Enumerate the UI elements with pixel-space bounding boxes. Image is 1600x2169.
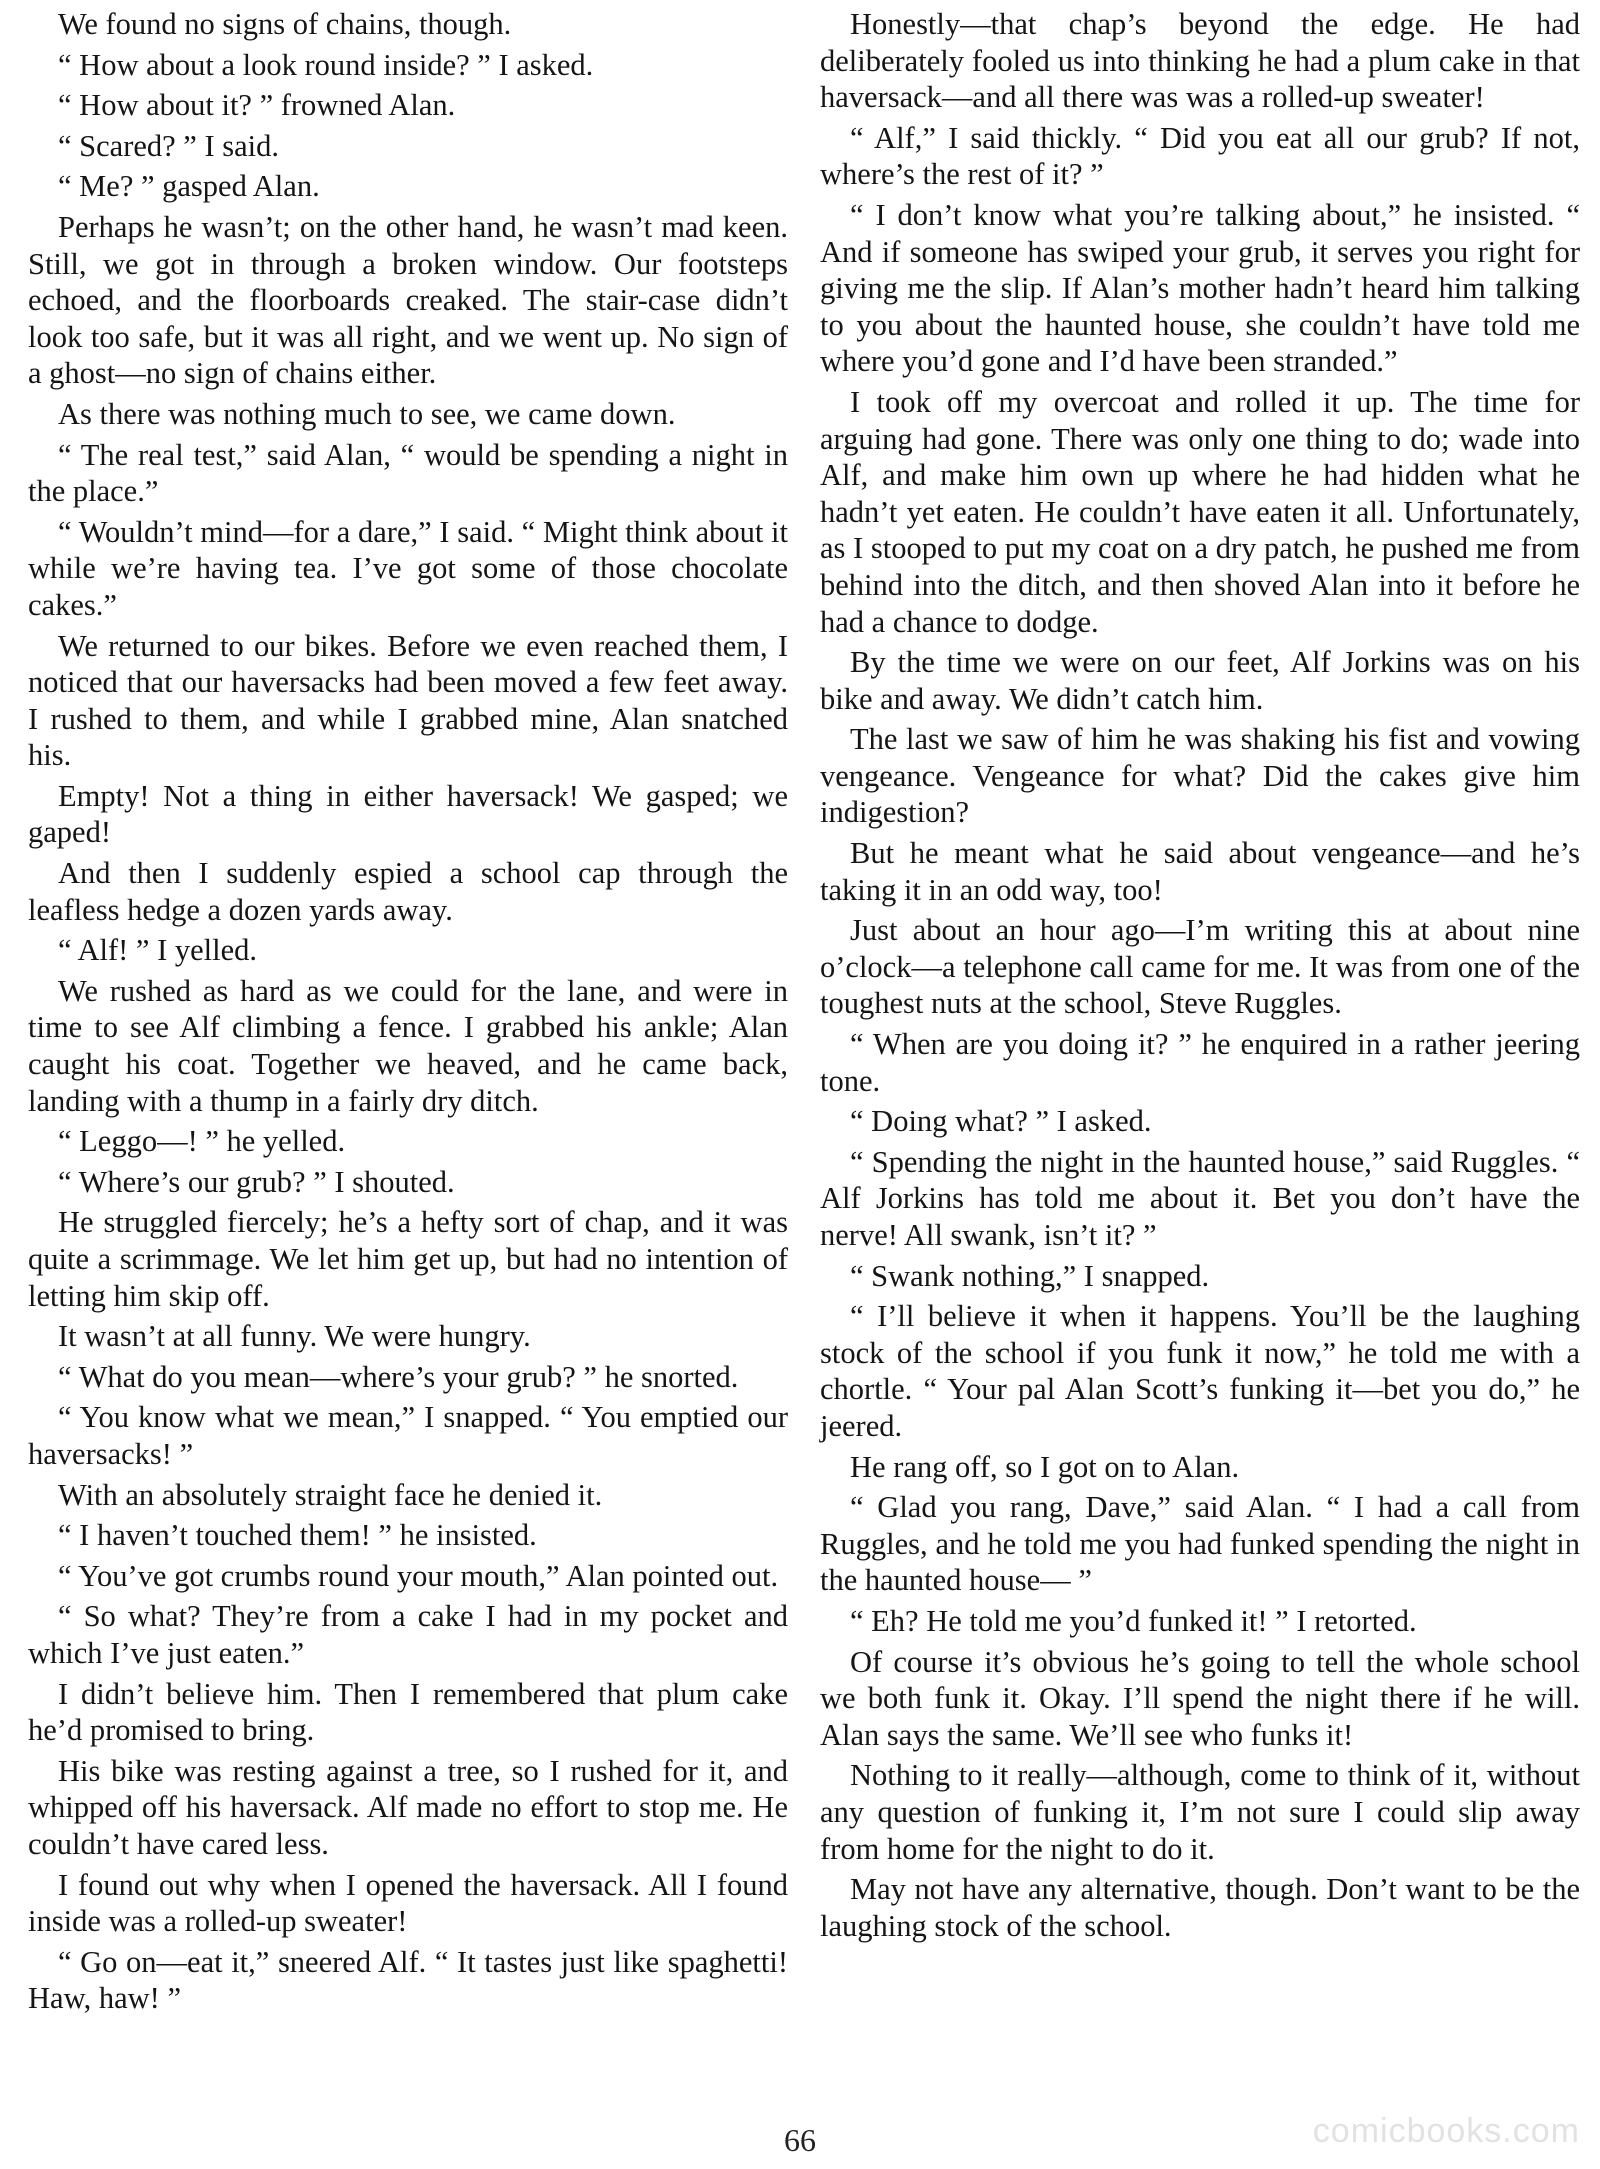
paragraph: “ Leggo—! ” he yelled.: [58, 1124, 346, 1159]
paragraph: “ So what? They’re from a cake I had in my pocket and which I’ve just eaten.”: [28, 1599, 788, 1670]
paragraph: “ When are you doing it? ” he enquired in a rather jeering tone.: [820, 1027, 1580, 1098]
paragraph: “ Wouldn’t mind—for a dare,” I said. “ Might think about it while we’re having tea. I’ve got some of those chocolate cakes.”: [28, 514, 788, 622]
paragraph: And then I suddenly espied a school cap through the leafless hedge a dozen yards away.: [28, 856, 788, 927]
paragraph: I took off my overcoat and rolled it up. The time for arguing had gone. There was only one thing to do; wade into Alf, and make him own up where he had hidden what he hadn’t yet eaten. He couldn’t have eaten it all. Unfortunately, as I stooped to put my coat on a dry patch, he pushed me from behind into the ditch, and then shoved Alan into it before he had a chance to dodge.: [820, 384, 1580, 639]
paragraph: We returned to our bikes. Before we even reached them, I noticed that our haversacks had been moved a few feet away. I rushed to them, and while I grabbed mine, Alan snatched his.: [28, 628, 788, 773]
paragraph: “ Doing what? ” I asked.: [850, 1104, 1152, 1139]
paragraph: The last we saw of him he was shaking his fist and vowing vengeance. Vengeance for what? Did the cakes give him indigestion?: [820, 722, 1580, 830]
paragraph: Of course it’s obvious he’s going to tell the whole school we both funk it. Okay. I’ll spend the night there if he will. Alan says the same. We’ll see who funks it!: [820, 1644, 1580, 1752]
paragraph: “ Me? ” gasped Alan.: [58, 169, 320, 204]
paragraph: “ Go on—eat it,” sneered Alf. “ It tastes just like spaghetti! Haw, haw! ”: [28, 1944, 788, 2016]
paragraph: I found out why when I opened the haversack. All I found inside was a rolled-up sweater!: [28, 1867, 788, 1939]
paragraph: “ How about a look round inside? ” I asked.: [58, 47, 594, 82]
paragraph: “ You know what we mean,” I snapped. “ You emptied our haversacks! ”: [28, 1400, 788, 1471]
watermark: comicbooks.com: [1312, 2112, 1580, 2150]
paragraph: “ Eh? He told me you’d funked it! ” I retorted.: [850, 1603, 1417, 1638]
left-text-column: [28, 6, 788, 2021]
paragraph: May not have any alternative, though. Don’t want to be the laughing stock of the school.: [820, 1872, 1580, 1943]
paragraph: Empty! Not a thing in either haversack! We gasped; we gaped!: [28, 778, 788, 850]
paragraph: Nothing to it really—although, come to think of it, without any question of funking it, I’m not sure I could slip away from home for the night to do it.: [820, 1758, 1580, 1866]
paragraph: He rang off, so I got on to Alan.: [850, 1449, 1240, 1484]
paragraph: By the time we were on our feet, Alf Jorkins was on his bike and away. We didn’t catch him.: [820, 645, 1580, 716]
paragraph: He struggled fiercely; he’s a hefty sort of chap, and it was quite a scrimmage. We let him get up, but had no intention of letting him skip off.: [28, 1205, 788, 1313]
paragraph: “ Glad you rang, Dave,” said Alan. “ I had a call from Ruggles, and he told me you had funked spending the night in the haunted house— ”: [820, 1490, 1580, 1598]
paragraph: Honestly—that chap’s beyond the edge. He had deliberately fooled us into thinking he had a plum cake in that haversack—and all there was was a rolled-up sweater!: [820, 7, 1580, 115]
paragraph: It wasn’t at all funny. We were hungry.: [58, 1319, 531, 1354]
paragraph: As there was nothing much to see, we came down.: [58, 396, 676, 431]
paragraph: “ Alf,” I said thickly. “ Did you eat all our grub? If not, where’s the rest of it? ”: [820, 120, 1580, 192]
paragraph: Just about an hour ago—I’m writing this at about nine o’clock—a telephone call came for me. It was from one of the toughest nuts at the school, Steve Ruggles.: [820, 913, 1580, 1021]
paragraph: We found no signs of chains, though.: [58, 7, 512, 41]
right-text-column: [820, 6, 1580, 1948]
paragraph: But he meant what he said about vengeance—and he’s taking it in an odd way, too!: [820, 836, 1580, 907]
paragraph: “ You’ve got crumbs round your mouth,” Alan pointed out.: [58, 1558, 779, 1593]
paragraph: “ How about it? ” frowned Alan.: [58, 88, 456, 123]
paragraph: “ I haven’t touched them! ” he insisted.: [58, 1518, 537, 1553]
paragraph: We rushed as hard as we could for the lane, and were in time to see Alf climbing a fence. I grabbed his ankle; Alan caught his coat. Together we heaved, and he came back, landing with a thump in a fairly dry ditch.: [28, 973, 788, 1118]
paragraph: I didn’t believe him. Then I remembered that plum cake he’d promised to bring.: [28, 1676, 788, 1748]
paragraph: “ The real test,” said Alan, “ would be spending a night in the place.”: [28, 437, 788, 509]
paragraph: “ What do you mean—where’s your grub? ” he snorted.: [58, 1359, 739, 1394]
paragraph: His bike was resting against a tree, so I rushed for it, and whipped off his haversack. Alf made no effort to stop me. He couldn’t have cared less.: [28, 1753, 788, 1861]
paragraph: “ Alf! ” I yelled.: [58, 933, 258, 968]
paragraph: “ Swank nothing,” I snapped.: [850, 1258, 1210, 1293]
paragraph: Perhaps he wasn’t; on the other hand, he wasn’t mad keen. Still, we got in through a broken window. Our footsteps echoed, and the floorboards creaked. The stair-case didn’t look too safe, but it was all right, and we went up. No sign of a ghost—no sign of chains either.: [28, 209, 788, 391]
paragraph: “ I’ll believe it when it happens. You’ll be the laughing stock of the school if you funk it now,” he told me with a chortle. “ Your pal Alan Scott’s funking it—bet you do,” he jeered.: [820, 1299, 1580, 1443]
page-number: 66: [784, 2122, 816, 2158]
paragraph: “ Scared? ” I said.: [58, 128, 280, 163]
paragraph: “ Spending the night in the haunted house,” said Ruggles. “ Alf Jorkins has told me about it. Bet you don’t have the nerve! All swank, isn’t it? ”: [820, 1144, 1580, 1252]
paragraph: “ Where’s our grub? ” I shouted.: [58, 1164, 455, 1199]
magazine-page: [20, 0, 1580, 2169]
paragraph: “ I don’t know what you’re talking about,” he insisted. “ And if someone has swiped your grub, it serves you right for giving me the slip. If Alan’s mother hadn’t heard him talking to you about the haunted house, she couldn’t have told me where you’d gone and I’d have been stranded.”: [820, 197, 1580, 379]
paragraph: With an absolutely straight face he denied it.: [58, 1477, 603, 1512]
